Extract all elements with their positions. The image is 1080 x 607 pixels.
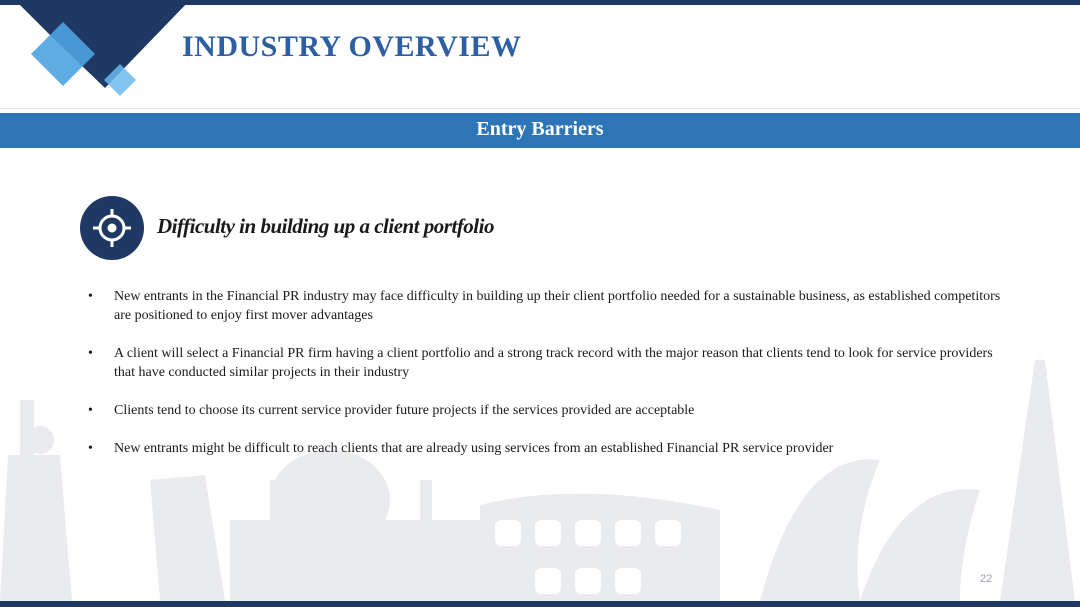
bullet-text: Clients tend to choose its current service provider future projects if the services provided are acceptable bbox=[114, 403, 695, 418]
statue-body bbox=[0, 455, 72, 601]
corner-logo bbox=[0, 0, 200, 100]
colosseum-arch bbox=[535, 568, 561, 594]
page-title: INDUSTRY OVERVIEW bbox=[182, 30, 522, 63]
bullet-symbol: • bbox=[88, 403, 93, 418]
bullet-text: A client will select a Financial PR firm having a client portfolio and a strong track record with the major reason that clients tend to look for service providers that have conducted similar projects in their industry bbox=[114, 346, 993, 380]
opera-sail-2 bbox=[860, 489, 980, 601]
topic-heading: Difficulty in building up a client portfolio bbox=[157, 214, 494, 238]
colosseum-arch bbox=[575, 520, 601, 546]
colosseum-arch bbox=[495, 520, 521, 546]
colosseum-arch bbox=[615, 520, 641, 546]
statue-head bbox=[26, 426, 54, 454]
bullet-symbol: • bbox=[88, 441, 93, 456]
section-title: Entry Barriers bbox=[476, 118, 604, 140]
colosseum-arch bbox=[535, 520, 561, 546]
bullet-list bbox=[84, 287, 1014, 477]
colosseum-arch bbox=[615, 568, 641, 594]
bottom-border bbox=[0, 601, 1080, 607]
header-divider bbox=[0, 108, 1080, 109]
minaret-right bbox=[420, 480, 432, 525]
logo-navy-shape bbox=[0, 0, 190, 88]
opera-sail-1 bbox=[760, 459, 880, 601]
bullet-symbol: • bbox=[88, 346, 93, 361]
list-item bbox=[84, 401, 1014, 420]
bullet-text: New entrants might be difficult to reach clients that are already using services from an established Financial PR service provider bbox=[114, 441, 834, 456]
colosseum-arch bbox=[655, 520, 681, 546]
minaret-left bbox=[270, 480, 282, 525]
target-badge bbox=[80, 196, 144, 260]
list-item bbox=[84, 439, 1014, 458]
target-icon bbox=[80, 196, 144, 260]
colosseum-arch bbox=[575, 568, 601, 594]
bullet-symbol: • bbox=[88, 289, 93, 304]
list-item bbox=[84, 287, 1014, 325]
bullet-text: New entrants in the Financial PR industry may face difficulty in building up their client portfolio needed for a sustainable business, as established competitors are positioned to enjoy first mover advantages bbox=[114, 289, 1001, 323]
leaning-tower bbox=[150, 475, 225, 601]
list-item bbox=[84, 344, 1014, 382]
page-number: 22 bbox=[980, 573, 993, 585]
